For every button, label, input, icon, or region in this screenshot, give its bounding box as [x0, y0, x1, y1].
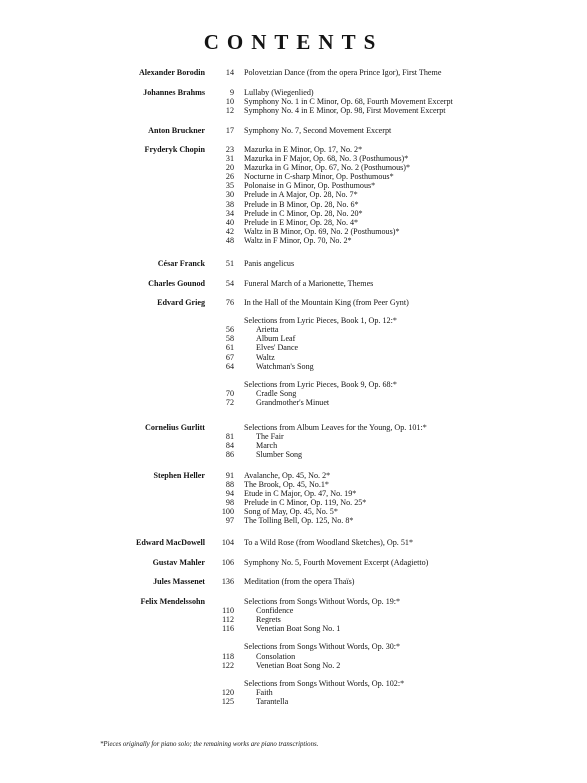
toc-line	[0, 353, 587, 362]
piece-title: Watchman's Song	[256, 361, 314, 371]
page-number: 70	[225, 388, 234, 398]
toc-line	[0, 145, 587, 154]
toc-line	[0, 88, 587, 97]
toc-line	[0, 380, 587, 389]
toc-line	[0, 633, 587, 642]
toc-line	[0, 498, 587, 507]
piece-title: Funeral March of a Marionette, Themes	[244, 279, 374, 288]
page-number: 122	[221, 660, 234, 670]
composer-entry	[0, 577, 587, 586]
page-number: 38	[225, 199, 234, 209]
toc-line	[0, 670, 587, 679]
page-number: 23	[225, 145, 234, 154]
page-number: 20	[225, 163, 234, 173]
composer-name: Alexander Borodin	[138, 68, 205, 77]
piece-title: Mazurka in E Minor, Op. 17, No. 2*	[244, 145, 363, 154]
page-number: 86	[225, 450, 234, 460]
piece-title: Symphony No. 7, Second Movement Excerpt	[244, 126, 392, 135]
piece-title: Song of May, Op. 45, No. 5*	[244, 507, 338, 517]
toc-line	[0, 154, 587, 163]
piece-title: Album Leaf	[256, 334, 296, 344]
piece-title: Waltz in F Minor, Op. 70, No. 2*	[244, 235, 352, 245]
piece-title: Selections from Lyric Pieces, Book 9, Op. 68:*	[244, 379, 397, 389]
toc-line	[0, 68, 587, 77]
composer-entry	[0, 298, 587, 407]
page-number: 104	[221, 538, 234, 547]
piece-title: Selections from Songs Without Words, Op. 19:*	[244, 597, 401, 606]
piece-title: Symphony No. 5, Fourth Movement Excerpt (Adagietto)	[244, 558, 429, 567]
page-number: 64	[225, 361, 234, 371]
piece-title: Prelude in C Minor, Op. 119, No. 25*	[244, 498, 367, 508]
page-number: 61	[225, 343, 234, 353]
page-number: 9	[229, 88, 234, 97]
piece-title: Panis angelicus	[244, 259, 295, 268]
toc-line	[0, 227, 587, 236]
piece-title: To a Wild Rose (from Woodland Sketches), Op. 51*	[244, 538, 413, 547]
toc-line	[0, 652, 587, 661]
composer-entry	[0, 145, 587, 245]
page-number: 26	[225, 172, 234, 182]
toc-line	[0, 307, 587, 316]
piece-title: Selections from Lyric Pieces, Book 1, Op. 12:*	[244, 316, 397, 326]
toc-line	[0, 325, 587, 334]
toc-line	[0, 471, 587, 480]
toc-line	[0, 697, 587, 706]
composer-entry	[0, 558, 587, 567]
piece-title: The Tolling Bell, Op. 125, No. 8*	[244, 516, 354, 526]
piece-title: Prelude in B Minor, Op. 28, No. 6*	[244, 199, 359, 209]
piece-title: Prelude in C Minor, Op. 28, No. 20*	[244, 208, 363, 218]
toc-line	[0, 538, 587, 547]
footnote: *Pieces originally for piano solo; the remaining works are piano transcriptions.	[100, 741, 319, 748]
toc-line	[0, 316, 587, 325]
piece-title: Tarantella	[256, 697, 289, 707]
piece-title: Polonaise in G Minor, Op. Posthumous*	[244, 181, 376, 191]
page-number: 10	[225, 97, 234, 107]
toc-line	[0, 371, 587, 380]
piece-title: In the Hall of the Mountain King (from Peer Gynt)	[244, 298, 409, 307]
toc-line	[0, 432, 587, 441]
page-number: 76	[225, 298, 234, 307]
page-number: 94	[225, 489, 234, 499]
page-number: 106	[221, 558, 234, 567]
piece-title: Selections from Songs Without Words, Op. 30:*	[244, 642, 401, 652]
piece-title: Venetian Boat Song No. 1	[256, 624, 341, 634]
toc-line	[0, 190, 587, 199]
composer-entry	[0, 471, 587, 526]
composer-entry	[0, 423, 587, 459]
toc-line	[0, 181, 587, 190]
toc-line	[0, 507, 587, 516]
composer-name: Anton Bruckner	[148, 126, 205, 135]
composer-entry	[0, 68, 587, 77]
page-number: 91	[225, 471, 234, 480]
piece-title: Faith	[256, 687, 273, 697]
page-number: 17	[225, 126, 234, 135]
piece-title: Etude in C Major, Op. 47, No. 19*	[244, 489, 357, 499]
page-number: 97	[225, 516, 234, 526]
composer-name: Stephen Heller	[153, 471, 205, 480]
piece-title: Consolation	[256, 651, 296, 661]
piece-title: Waltz	[256, 352, 275, 362]
piece-title: Mazurka in F Major, Op. 68, No. 3 (Posthumous)*	[244, 154, 409, 164]
composer-name: Charles Gounod	[148, 279, 205, 288]
toc-line	[0, 259, 587, 268]
composer-entry	[0, 597, 587, 706]
page-number: 125	[221, 697, 234, 707]
toc-line	[0, 236, 587, 245]
toc-line	[0, 661, 587, 670]
piece-title: Venetian Boat Song No. 2	[256, 660, 341, 670]
piece-title: Prelude in E Minor, Op. 28, No. 4*	[244, 217, 359, 227]
composer-entry	[0, 538, 587, 547]
piece-title: Mazurka in G Minor, Op. 67, No. 2 (Posthumous)*	[244, 163, 411, 173]
composer-entry	[0, 126, 587, 135]
composer-name: Edward MacDowell	[135, 538, 205, 547]
page-number: 12	[225, 106, 234, 116]
toc-line	[0, 489, 587, 498]
piece-title: Symphony No. 1 in C Minor, Op. 68, Fourth Movement Excerpt	[244, 97, 453, 107]
piece-title: Meditation (from the opera Thaïs)	[244, 577, 355, 586]
piece-title: The Brook, Op. 45, No.1*	[244, 480, 329, 490]
piece-title: Elves' Dance	[256, 343, 299, 353]
piece-title: Avalanche, Op. 45, No. 2*	[244, 471, 331, 480]
composer-name: César Franck	[157, 259, 205, 268]
toc-line	[0, 615, 587, 624]
toc-line	[0, 172, 587, 181]
toc-line	[0, 97, 587, 106]
toc-line	[0, 163, 587, 172]
page-number: 56	[225, 325, 234, 335]
toc-line	[0, 343, 587, 352]
piece-title: Waltz in B Minor, Op. 69, No. 2 (Posthumous)*	[244, 226, 400, 236]
page-number: 40	[225, 217, 234, 227]
composer-name: Gustav Mahler	[152, 558, 205, 567]
page-number: 72	[225, 398, 234, 408]
toc-line	[0, 218, 587, 227]
page-number: 100	[221, 507, 234, 517]
piece-title: Grandmother's Minuet	[256, 398, 330, 408]
page-number: 48	[225, 235, 234, 245]
page-number: 30	[225, 190, 234, 200]
toc-line	[0, 516, 587, 525]
page-number: 84	[225, 441, 234, 451]
composer-name: Fryderyk Chopin	[144, 145, 205, 154]
composer-entry	[0, 279, 587, 288]
page-number: 54	[225, 279, 234, 288]
piece-title: March	[256, 441, 278, 451]
composer-entry	[0, 259, 587, 268]
piece-title: Cradle Song	[256, 388, 297, 398]
page-number: 136	[221, 577, 234, 586]
toc-line	[0, 558, 587, 567]
piece-title: Polovetzian Dance (from the opera Prince Igor), First Theme	[244, 68, 442, 77]
page-number: 67	[225, 352, 234, 362]
page-number: 42	[225, 226, 234, 236]
piece-title: Slumber Song	[256, 450, 303, 460]
composer-name: Felix Mendelssohn	[140, 597, 205, 606]
page-number: 88	[225, 480, 234, 490]
page-number: 120	[221, 687, 234, 697]
page-number: 35	[225, 181, 234, 191]
piece-title: Selections from Songs Without Words, Op. 102:*	[244, 678, 405, 688]
piece-title: Confidence	[256, 606, 294, 616]
piece-title: Lullaby (Wiegenlied)	[244, 88, 314, 97]
toc-line	[0, 642, 587, 651]
toc-line	[0, 200, 587, 209]
piece-title: Symphony No. 4 in E Minor, Op. 98, First Movement Excerpt	[244, 106, 446, 116]
toc-line	[0, 480, 587, 489]
toc-line	[0, 441, 587, 450]
toc-line	[0, 334, 587, 343]
composer-name: Edvard Grieg	[157, 298, 205, 307]
page-number: 98	[225, 498, 234, 508]
piece-title: Prelude in A Major, Op. 28, No. 7*	[244, 190, 358, 200]
piece-title: Selections from Album Leaves for the Young, Op. 101:*	[244, 423, 427, 432]
page-number: 31	[225, 154, 234, 164]
page-number: 58	[225, 334, 234, 344]
piece-title: Nocturne in C-sharp Minor, Op. Posthumous*	[244, 172, 394, 182]
toc-line	[0, 688, 587, 697]
page-number: 81	[225, 432, 234, 442]
page-number: 34	[225, 208, 234, 218]
toc-line	[0, 298, 587, 307]
toc-line	[0, 389, 587, 398]
piece-title: The Fair	[256, 432, 284, 442]
page-number: 14	[225, 68, 234, 77]
toc-line	[0, 606, 587, 615]
piece-title: Arietta	[256, 325, 279, 335]
composer-entry	[0, 88, 587, 115]
toc-line	[0, 126, 587, 135]
toc-line	[0, 423, 587, 432]
page-number: 116	[222, 624, 234, 634]
toc-line	[0, 597, 587, 606]
toc-line	[0, 577, 587, 586]
toc-line	[0, 398, 587, 407]
composer-name: Johannes Brahms	[143, 88, 205, 97]
toc-line	[0, 279, 587, 288]
piece-title: Regrets	[256, 615, 281, 625]
toc-line	[0, 450, 587, 459]
page-title: CONTENTS	[203, 30, 384, 54]
page-number: 118	[222, 651, 234, 661]
page-number: 112	[222, 615, 234, 625]
toc-line	[0, 106, 587, 115]
toc-line	[0, 362, 587, 371]
composer-name: Cornelius Gurlitt	[144, 423, 205, 432]
toc-line	[0, 679, 587, 688]
page-number: 110	[222, 606, 234, 616]
page-number: 51	[225, 259, 234, 268]
composer-name: Jules Massenet	[153, 577, 205, 586]
toc-line	[0, 209, 587, 218]
toc-line	[0, 624, 587, 633]
